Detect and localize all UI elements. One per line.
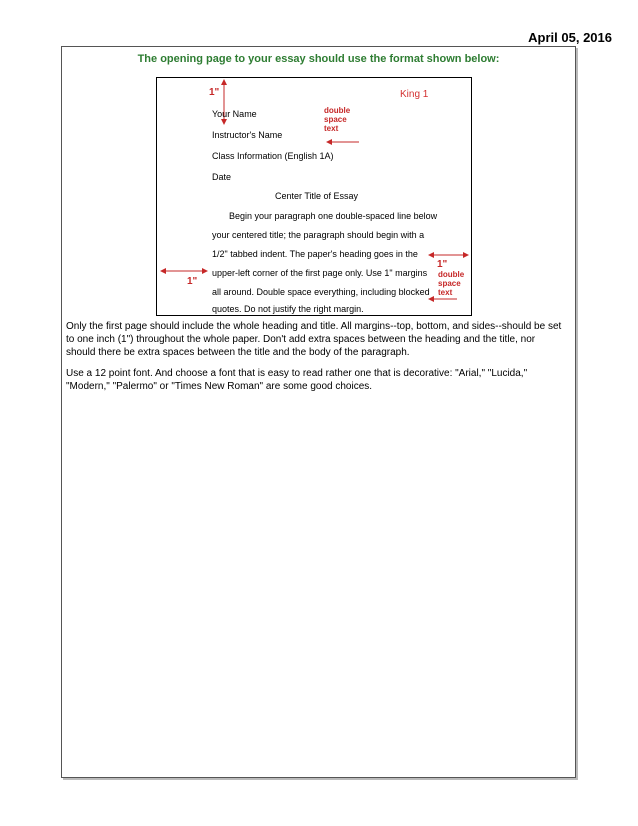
paragraph-margins: Only the first page should include the whole heading and title. All margins--top, bottom, and sides--should be set to one inch (1") throughout the whole paper. Don't add extra spaces between the heading and the title, nor should there be extra spaces between the title and the body of the paragraph. [66, 321, 562, 358]
sample-page-figure [156, 77, 472, 316]
double-space-annotation-top: double space text [324, 106, 351, 133]
paragraph-fonts: Use a 12 point font. And choose a font that is easy to read rather one that is decorative: "Arial," "Lucida," "Modern," "Palermo" or "Times New Roman" are some good choices. [66, 368, 528, 392]
heading-name: Your Name [212, 109, 257, 119]
page-frame [61, 46, 576, 778]
essay-title: Center Title of Essay [275, 191, 359, 201]
document-date: April 05, 2016 [528, 30, 612, 45]
heading-date: Date [212, 172, 232, 182]
body-line-1: Begin your paragraph one double-spaced line below [229, 211, 438, 221]
heading-class-info: Class Information (English 1A) [212, 151, 334, 161]
body-line-5: all around. Double space everything, including blocked [212, 287, 430, 297]
right-margin-label: 1" [437, 259, 448, 270]
body-line-2: your centered title; the paragraph should begin with a [212, 230, 425, 240]
body-line-6: quotes. Do not justify the right margin. [212, 304, 364, 314]
double-space-annotation-bottom: double space text [438, 270, 465, 297]
left-margin-label: 1" [187, 276, 198, 287]
body-line-4: upper-left corner of the first page only. Use 1" margins [212, 268, 428, 278]
page-number-label: King 1 [400, 89, 429, 100]
top-margin-label: 1" [209, 87, 220, 98]
heading-instructor: Instructor's Name [212, 130, 283, 140]
body-line-3: 1/2" tabbed indent. The paper's heading goes in the [212, 249, 418, 259]
intro-caption: The opening page to your essay should use the format shown below: [137, 53, 500, 65]
